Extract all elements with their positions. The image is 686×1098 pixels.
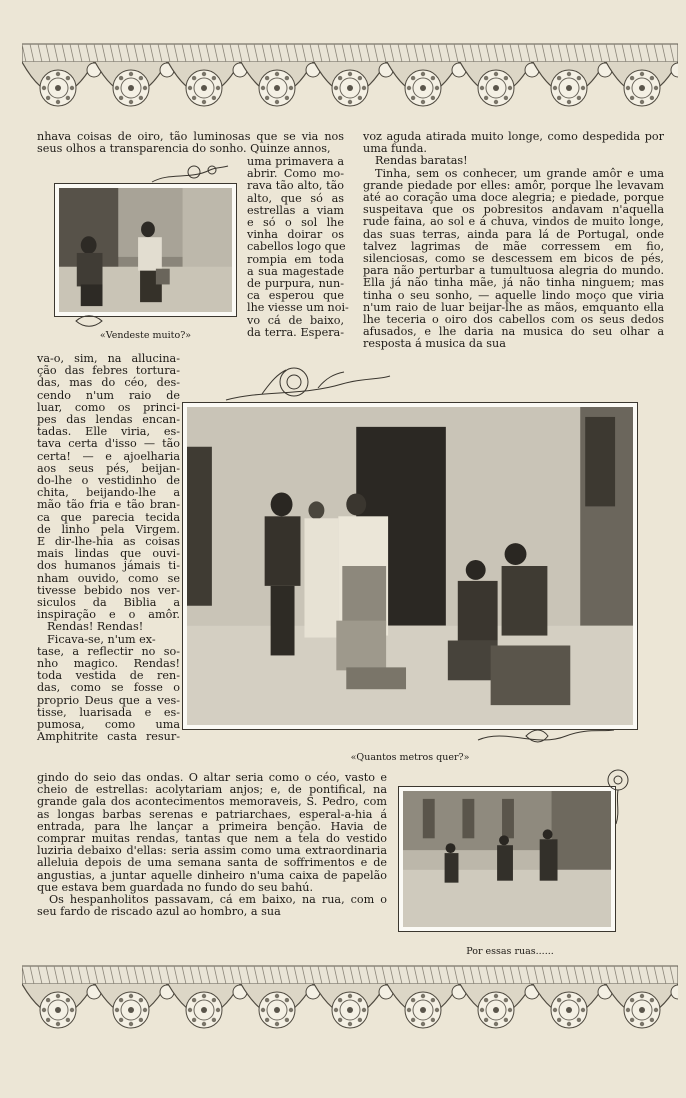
photo-quantos-metros (182, 402, 638, 730)
text-line: abrir. Como mo- (247, 167, 344, 181)
flower-garland-icon (222, 360, 392, 406)
caption-photo2: «Quantos metros quer?» (350, 752, 470, 763)
photo-por-essas-ruas (398, 786, 616, 932)
text-line: do-lhe o vestidinho de (37, 474, 180, 488)
leaf-ornament-icon (74, 312, 104, 330)
caption-photo3: Por essas ruas...... (466, 946, 554, 957)
text-line: a sua magestade (247, 264, 344, 278)
leaf-garland-icon (476, 722, 616, 752)
text-line: vinha doirar os (247, 228, 344, 242)
text-line: siculos da Biblia a (37, 596, 180, 610)
text-line: lhe viesse um noi- (247, 301, 349, 315)
text-line: tisse, luarisada e es- (37, 705, 180, 719)
photo-street-walkers-image (403, 791, 611, 927)
text-line: das, mas do céo, des- (37, 376, 180, 390)
text-line: pumosa, como uma (37, 718, 180, 732)
lace-border-top (22, 40, 678, 128)
text-line: pes das lendas encan- (37, 413, 180, 427)
photo-lace-sellers-image (187, 407, 633, 725)
lace-pattern (22, 966, 678, 1028)
text-line: mais lindas que ouvi- (37, 547, 180, 561)
text-line: dos humanos jámais ti- (37, 559, 180, 573)
photo-vendeste-muito (54, 183, 237, 317)
text-line: ca esperou que (247, 289, 344, 303)
text-line: toda vestida de ren- (37, 669, 180, 683)
caption-photo1: «Vendeste muito?» (99, 330, 192, 341)
text-line: rompia em toda (247, 252, 344, 266)
text-line: de linho pela Virgem. (37, 522, 180, 536)
photo-street-vendors-image (59, 188, 232, 312)
text-line: proprio Deus que a ves- (37, 693, 180, 707)
text-line: E dir-lhe-hia as coisas (37, 535, 180, 549)
text-line: rava tão alto, tão (247, 179, 344, 193)
text-line: estrellas a viam (247, 203, 344, 217)
text-line: certa! — e ajoelharia (37, 449, 180, 463)
text-line: vo cá de baixo, (247, 313, 344, 327)
text-line: mão tão fria e tão bran- (37, 498, 180, 512)
text-line: nham ouvido, como se (37, 571, 180, 585)
text-line: inspiração e o amôr. (37, 608, 180, 622)
text-line: va-o, sim, na allucina- (37, 352, 180, 365)
text-line: tivesse bebido nos ver- (37, 583, 180, 597)
text-line: cabellos logo que (247, 240, 346, 254)
text-line: ca que parecia tecida (37, 510, 180, 524)
col1-narrow-text-right (247, 155, 349, 339)
text-line: ção das febres tortura- (37, 364, 180, 378)
flower-ornament-icon (598, 766, 638, 826)
text-line: de purpura, nun- (247, 277, 344, 291)
col1-bottom-text: gindo do seio das ondas. O altar seria como o céo, vasto e cheio de estrellas: acolytariam anjos; e, de pontifical, na grande gala dos acontecimentos memoraveis, S. Pedro, com as longas barbas serenas e patriarchaes, esperal-a-hia á entrada, para lhe lançar a primeira benção. Havia de comprar muitas rendas, tantas que nem a tela do vestido luziria debaixo d'ellas: seria assim como uma extraordinaria alleluia depois de uma semana santa de soffrimentos e de angustias, a juntar aquelle dinheiro n'uma caixa de papelão que estava bem guardada no fundo do seu bahú. Os hespanholitos passavam, cá em baixo, na rua, com o seu fardo de riscado azul ao hombro, a sua (37, 771, 387, 919)
text-line: nho magico. Rendas! (37, 657, 180, 671)
text-line: Ficava-se, n'um ex- (47, 632, 156, 646)
text-line: das, como se fosse o (37, 681, 180, 695)
text-line: uma primavera a (247, 155, 344, 168)
lace-border-bottom (22, 962, 678, 1048)
text-line: tase, a reflectir no so- (37, 644, 180, 658)
text-line: tadas. Elle viria, es- (37, 425, 180, 439)
text-line: chita, beijando-lhe a (37, 486, 180, 500)
text-line: luar, como os princi- (37, 400, 180, 414)
text-line: Amphitrite casta resur- (37, 730, 180, 744)
text-line: cendo n'um raio de (37, 388, 180, 402)
text-line: alto, que só as (247, 191, 344, 205)
text-line: tava certa d'isso — tão (37, 437, 180, 451)
text-line: da terra. Espera- (247, 325, 344, 339)
lace-pattern (22, 44, 678, 106)
col1-narrow-text-left (37, 353, 180, 744)
flower-ornament-icon (150, 162, 230, 186)
text-line: aos seus pés, beijan- (37, 461, 180, 475)
col1-top-text: nhava coisas de oiro, tão luminosas que se via nos seus olhos a transparencia do sonho. Quinze annos, (37, 130, 344, 156)
text-line: Rendas! Rendas! (47, 620, 144, 634)
col2-top-text: voz aguda atirada muito longe, como despedida por uma funda. Rendas baratas! Tinha, sem os conhecer, um grande amôr e uma grande piedade por elles: amôr, porque lhe levavam até ao coração uma doce alegria; e piedade, porque suspeitava que os pobresitos andavam n'aquella rude faina, ao sol e á chuva, vindos de muito longe, das suas terras, ainda para lá de Portugal, onde talvez lagrimas de mãe corressem em fio, silenciosas, como se descessem em bicos de pés, para não perturbar a tumultuosa alegria do mundo. Ella já não tinha mãe, já não tinha ninguem; mas tinha o seu sonho, — aquelle lindo moço que viria n'um raio de luar beijar-lhe as mãos, emquanto ella lhe teceria o oiro dos cabellos com os seus dedos afusados, e lhe daria na musica do seu olhar a resposta á musica da sua (363, 130, 664, 351)
text-line: e só o sol lhe (247, 216, 344, 230)
